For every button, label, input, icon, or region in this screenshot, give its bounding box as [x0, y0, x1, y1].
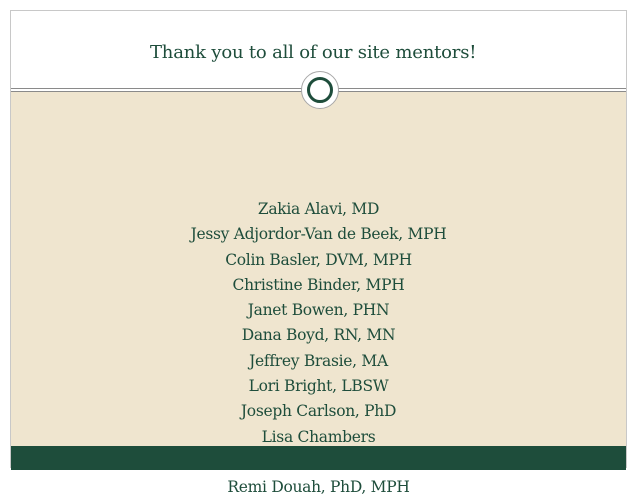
mentor-name: Lisa Chambers: [261, 427, 376, 446]
mentor-name: Zakia Alavi, MD: [257, 200, 380, 218]
slide-frame: [10, 10, 627, 497]
circle-ornament-icon: [301, 71, 339, 109]
mentor-name: Janet Bowen, PHN: [247, 301, 390, 320]
mentor-name: Remi Douah, PhD, MPH: [227, 478, 410, 497]
content-panel: [11, 91, 626, 497]
mentor-name: Dana Boyd, RN, MN: [241, 326, 396, 345]
footer-bar: [11, 446, 626, 470]
mentor-name: Jessy Adjordor-Van de Beek, MPH: [190, 225, 447, 244]
mentor-name: Lori Bright, LBSW: [248, 377, 389, 396]
slide-title: Thank you to all of our site mentors!: [150, 42, 477, 63]
mentor-name: Jeffrey Brasie, MA: [249, 351, 388, 370]
mentor-name: Colin Basler, DVM, MPH: [225, 250, 412, 269]
mentor-name: Christine Binder, MPH: [232, 275, 405, 294]
circle-ring-icon: [307, 77, 333, 103]
mentor-name: Joseph Carlson, PhD: [240, 402, 397, 421]
